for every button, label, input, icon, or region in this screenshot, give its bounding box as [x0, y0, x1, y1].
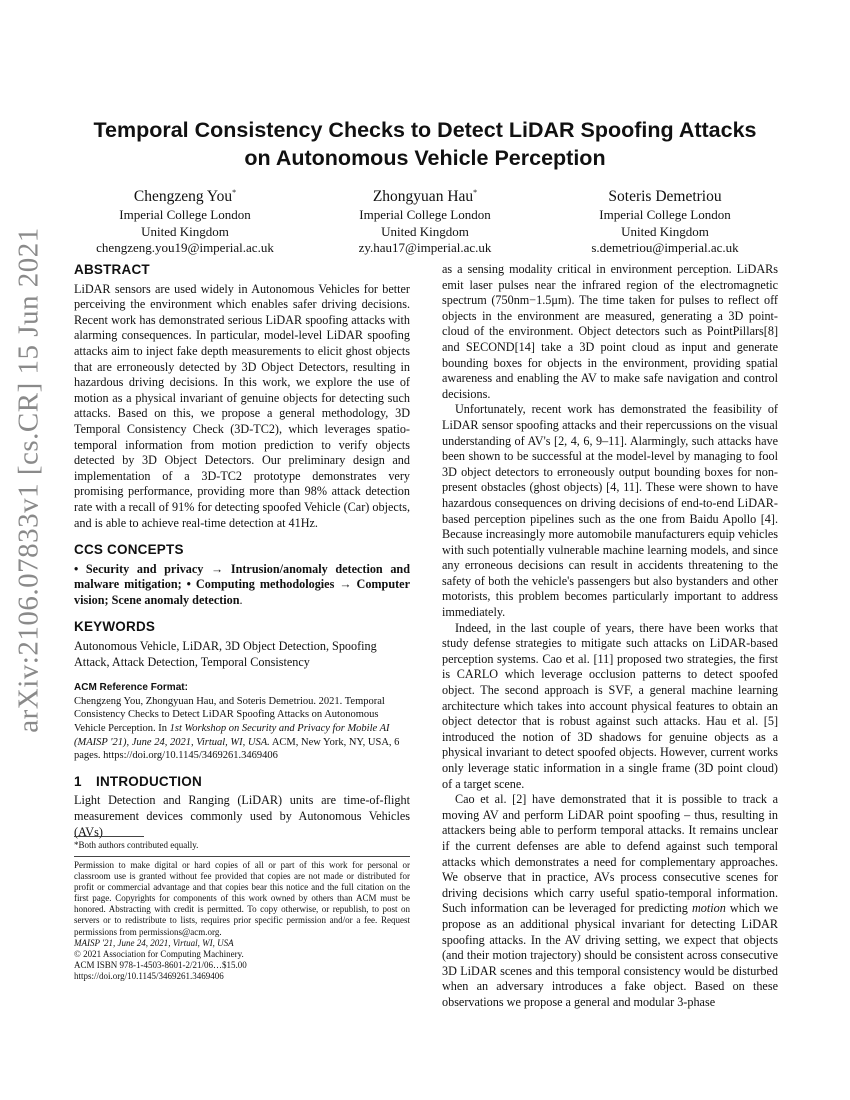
permission-doi: https://doi.org/10.1145/3469261.3469406: [74, 970, 224, 981]
keywords-heading: KEYWORDS: [74, 619, 156, 635]
footnote: [74, 836, 410, 851]
author-email: s.demetriou@imperial.ac.uk: [591, 240, 739, 256]
permission-text: Permission to make digital or hard copies of all or part of this work for personal or classroom use is granted without fee provided that copies are not made or distributed for profit or commercial advantage and that copies bear this notice and the full citation on the first page. Copyrights for components of this work owned by others than ACM must be honored. Abstracting with credit is permitted. To copy otherwise, or republish, to post on servers or to redistribute to lists, requires prior specific permission and/or a fee. Request permissions from permissions@acm.org.: [74, 860, 410, 937]
ccs-heading: CCS CONCEPTS: [74, 542, 184, 558]
intro-paragraph-4-end: which we propose as an additional physical invariant for detecting LiDAR spoofing attacks. In the AV driving setting, we expect that objects (and their motion trajectory) should be consistent across consecutive 3D LiDAR scenes and this temporal consistency would be disturbed when an adversary introduces a fake object. Based on these observations we propose a general and modular 3-phase: [442, 901, 778, 1009]
section-number: 1: [74, 773, 82, 789]
permission-venue-text: MAISP '21, June 24, 2021, Virtual, WI, USA: [74, 937, 234, 948]
right-column: [442, 262, 778, 1011]
keywords-text: Autonomous Vehicle, LiDAR, 3D Object Detection, Spoofing Attack, Attack Detection, Temporal Consistency: [74, 639, 377, 669]
abstract-section: [74, 262, 410, 531]
keywords-section: [74, 619, 410, 670]
author-email: chengzeng.you19@imperial.ac.uk: [96, 240, 274, 256]
author-affiliation: Imperial College London: [119, 207, 251, 223]
permission-block: [74, 856, 410, 982]
permission-isbn: ACM ISBN 978-1-4503-8601-2/21/06…$15.00: [74, 959, 247, 970]
permission-copyright: © 2021 Association for Computing Machinery.: [74, 948, 244, 959]
ccs-concept-2: • Computing methodologies → Computer vision;: [74, 577, 410, 607]
motion-emphasis: motion: [691, 901, 726, 916]
author-email: zy.hau17@imperial.ac.uk: [358, 240, 492, 256]
intro-paragraph-2: Unfortunately, recent work has demonstrated the feasibility of LiDAR sensor spoofing attacks and their repercussions on the visual understanding of AV's [2, 4, 6, 9–11]. Alarmingly, such attacks have been shown to be successful at the model-level by managing to fool 3D object detectors to erroneously output bounding boxes for non-present obstacles (ghost objects) [4, 11]. These were shown to have hazardous consequences on driving decisions of end-to-end LiDAR-based perception pipelines such as the one from Baidu Apollo [4]. Because increasingly more automobile manufacturers equip vehicles with such potentially vulnerable machine learning models, and since any erroneous decisions can result in accidents threatening to the safety of both the vehicle's passengers but also bystanders and other motorists, this problem becomes particularly important to address immediately.: [442, 402, 778, 620]
title-line-1: Temporal Consistency Checks to Detect LiDAR Spoofing Attacks: [93, 118, 757, 142]
paper-title: [60, 116, 790, 172]
author-3: [550, 183, 780, 257]
intro-paragraph-4: [442, 792, 778, 1010]
footnote-text: *Both authors contributed equally.: [74, 840, 199, 850]
left-column: [74, 262, 410, 840]
author-1: [70, 183, 300, 257]
arxiv-identifier: arXiv:2106.07833v1 [cs.CR] 15 Jun 2021: [12, 227, 45, 733]
ccs-concept-2-detail: Scene anomaly detection: [111, 592, 240, 607]
equal-contribution-mark: *: [232, 188, 237, 197]
intro-paragraph-3: Indeed, in the last couple of years, there have been works that study defense strategies to mitigate such attacks on LiDAR-based perception systems. Cao et al. [11] proposed two strategies, the first is CARLO which leverage occlusion patterns to detect spoofed object. The second approach is SVF, a general machine learning architecture which takes into account physical features to obtain an object detector that is robust against such attacks. Hau et al. [5] introduced the notion of 3D shadows for genuine objects as a physical invariant to detect spoofed objects. However, current works only leverage static information in a single frame (3D point cloud) of a target scene.: [442, 620, 778, 791]
ccs-concepts-section: [74, 542, 410, 608]
intro-paragraph-4-start: Cao et al. [2] have demonstrated that it is possible to track a moving AV and perform LiDAR point spoofing – thus, resulting in attackers being able to perform temporal attacks. It remains unclear if the current defenses are able to defend against such temporal attacks which demonstrates a need for complementary approaches. We observe that in practice, AVs process consecutive scenes for driving decisions which carry useful spatio-temporal information. Such information can be leveraged for predicting: [442, 792, 778, 916]
acm-reference-publisher: ACM, New York, NY, USA, 6 pages. https://doi.org/10.1145/3469261.3469406: [74, 736, 400, 762]
author-name: Soteris Demetriou: [608, 188, 722, 206]
acm-reference-text: [74, 695, 410, 763]
author-block: [70, 183, 780, 257]
acm-reference-label: ACM Reference Format:: [74, 682, 188, 694]
equal-contribution-mark: *: [473, 188, 478, 197]
permission-rule: [74, 856, 410, 857]
abstract-heading: ABSTRACT: [74, 262, 150, 277]
ccs-text: [74, 562, 410, 609]
ccs-concept-1: • Security and privacy → Intrusion/anomaly detection and malware mitigation;: [74, 561, 410, 592]
acm-reference-format: [74, 681, 410, 763]
author-country: United Kingdom: [381, 223, 469, 239]
intro-paragraph-1-continued: as a sensing modality critical in environment perception. LiDARs emit laser pulses near the infrared region of the electromagnetic spectrum (750nm−1.5μm). The time taken for pulses to reflect off objects in the environment are measured, generating a 3D point-cloud of the environment. Object detectors such as PointPillars[8] and SECOND[14] take a 3D point cloud as input and generate bounding boxes for objects in the environment, providing spatial awareness and enabling the AV to make safe navigation and control decisions.: [442, 262, 778, 401]
section-title: INTRODUCTION: [96, 773, 202, 789]
introduction-heading: [74, 774, 410, 790]
acm-reference-authors-title: Chengzeng You, Zhongyuan Hau, and Soteris Demetriou. 2021. Temporal Consistency Checks to Detect LiDAR Spoofing Attacks on Autonomous Vehicle Perception. In: [74, 695, 385, 735]
author-name: Chengzeng You: [133, 188, 233, 206]
introduction-section: [74, 774, 410, 840]
author-name: Zhongyuan Hau: [372, 188, 474, 206]
footnote-rule: [74, 836, 144, 837]
permission-venue: [74, 938, 410, 949]
ccs-end: .: [239, 592, 243, 607]
author-country: United Kingdom: [141, 223, 229, 239]
author-affiliation: Imperial College London: [599, 207, 731, 223]
abstract-text: LiDAR sensors are used widely in Autonomous Vehicles for better perceiving the environment which enables safer driving decisions. Recent work has demonstrated serious LiDAR spoofing attacks with alarming consequences. In particular, model-level LiDAR spoofing attacks aim to inject fake depth measurements to elicit ghost objects that are erroneously detected by 3D Object Detectors, resulting in hazardous driving decisions. In this work, we explore the use of motion as a physical invariant of genuine objects for detecting such attacks. Based on this, we propose a general methodology, 3D Temporal Consistency Check (3D-TC2), which leverages spatio-temporal information from motion prediction to verify objects detected by 3D Object Detectors. Our preliminary design and implementation of a 3D-TC2 prototype demonstrates very promising performance, providing more than 98% attack detection rate with a recall of 91% for detecting spoofed Vehicle (Car) objects, and is able to achieve real-time detection at 41Hz.: [74, 281, 410, 530]
author-country: United Kingdom: [621, 223, 709, 239]
title-line-2: on Autonomous Vehicle Perception: [244, 146, 606, 170]
acm-reference-venue: 1st Workshop on Security and Privacy for Mobile AI (MAISP '21), June 24, 2021, Virtual, WI, USA.: [74, 723, 390, 748]
arxiv-stamp: [10, 200, 48, 760]
author-2: [310, 183, 540, 257]
author-affiliation: Imperial College London: [359, 207, 491, 223]
intro-paragraph-1-start: Light Detection and Ranging (LiDAR) units are time-of-flight measurement devices commonly used by Autonomous Vehicles (AVs): [74, 793, 410, 839]
